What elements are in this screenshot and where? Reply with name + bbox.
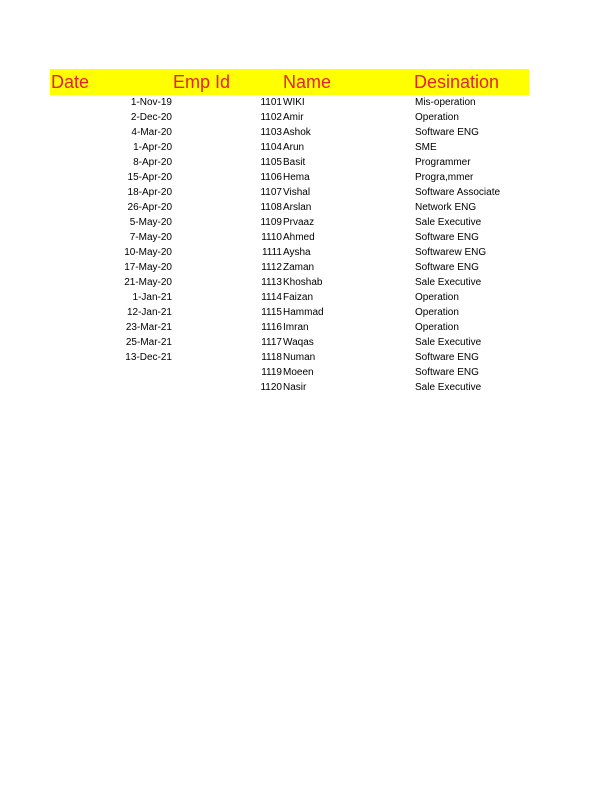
name-cell: Prvaaz <box>283 217 315 228</box>
name-cell: Faizan <box>283 292 314 303</box>
table-row <box>50 140 529 155</box>
date-cell: 10-May-20 <box>124 247 172 258</box>
name-cell: Ahmed <box>283 232 315 243</box>
table-row <box>50 110 529 125</box>
table-row <box>50 275 529 290</box>
name-cell: Waqas <box>283 337 314 348</box>
date-cell: 8-Apr-20 <box>133 157 172 168</box>
date-cell: 13-Dec-21 <box>125 352 172 363</box>
table-row <box>50 290 529 305</box>
table-row <box>50 320 529 335</box>
emp-id-cell: 1107 <box>260 187 282 198</box>
date-cell: 1-Nov-19 <box>130 97 172 108</box>
designation-cell: Sale Executive <box>415 337 482 348</box>
emp-id-cell: 1109 <box>260 217 282 228</box>
name-cell: Numan <box>283 352 316 363</box>
header-name: Name <box>283 72 332 92</box>
emp-id-cell: 1106 <box>260 172 282 183</box>
emp-id-cell: 1116 <box>261 322 282 333</box>
header-emp-id: Emp Id <box>173 72 231 92</box>
designation-cell: Network ENG <box>415 202 477 213</box>
table-row <box>50 200 529 215</box>
name-cell: Aysha <box>283 247 311 258</box>
designation-cell: Softwarew ENG <box>415 247 487 258</box>
table-row <box>50 350 529 365</box>
date-cell: 15-Apr-20 <box>127 172 172 183</box>
table-row <box>50 215 529 230</box>
date-cell: 5-May-20 <box>129 217 172 228</box>
table-row <box>50 170 529 185</box>
table-row <box>50 230 529 245</box>
designation-cell: Software ENG <box>415 352 479 363</box>
name-cell: WIKI <box>283 97 305 108</box>
table-row <box>50 155 529 170</box>
designation-cell: Programmer <box>415 157 471 168</box>
table-row <box>50 380 529 395</box>
table-row <box>50 245 529 260</box>
date-cell: 25-Mar-21 <box>125 337 172 348</box>
designation-cell: SME <box>415 142 437 153</box>
date-cell: 2-Dec-20 <box>130 112 172 123</box>
emp-id-cell: 1117 <box>261 337 282 348</box>
date-cell: 23-Mar-21 <box>125 322 172 333</box>
emp-id-cell: 1105 <box>260 157 282 168</box>
header-date: Date <box>51 72 90 92</box>
name-cell: Hema <box>283 172 310 183</box>
table-row <box>50 365 529 380</box>
emp-id-cell: 1120 <box>260 382 282 393</box>
table-row <box>50 125 529 140</box>
designation-cell: Software Associate <box>415 187 501 198</box>
name-cell: Hammad <box>283 307 324 318</box>
header-row <box>50 69 529 95</box>
date-cell: 26-Apr-20 <box>127 202 172 213</box>
name-cell: Vishal <box>283 187 311 198</box>
designation-cell: Operation <box>415 307 459 318</box>
designation-cell: Software ENG <box>415 232 479 243</box>
designation-cell: Sale Executive <box>415 217 482 228</box>
date-cell: 1-Apr-20 <box>133 142 172 153</box>
emp-id-cell: 1108 <box>260 202 282 213</box>
emp-id-cell: 1113 <box>261 277 282 288</box>
designation-cell: Software ENG <box>415 262 479 273</box>
emp-id-cell: 1118 <box>261 352 282 363</box>
name-cell: Imran <box>283 322 309 333</box>
spreadsheet <box>50 69 529 395</box>
table-row <box>50 260 529 275</box>
date-cell: 1-Jan-21 <box>132 292 172 303</box>
name-cell: Arun <box>283 142 305 153</box>
date-cell: 17-May-20 <box>124 262 172 273</box>
header-designation: Desination <box>414 72 500 92</box>
date-cell: 4-Mar-20 <box>131 127 172 138</box>
designation-cell: Operation <box>415 292 459 303</box>
emp-id-cell: 1111 <box>261 247 282 258</box>
name-cell: Ashok <box>283 127 311 138</box>
designation-cell: Software ENG <box>415 127 479 138</box>
designation-cell: Sale Executive <box>415 382 482 393</box>
designation-cell: Progra,mmer <box>415 172 474 183</box>
name-cell: Moeen <box>283 367 314 378</box>
table-row <box>50 335 529 350</box>
table-row <box>50 185 529 200</box>
emp-id-cell: 1110 <box>261 232 282 243</box>
emp-id-cell: 1119 <box>261 367 282 378</box>
table-row <box>50 95 529 110</box>
emp-id-cell: 1112 <box>261 262 282 273</box>
designation-cell: Software ENG <box>415 367 479 378</box>
table-row <box>50 305 529 320</box>
emp-id-cell: 1104 <box>260 142 282 153</box>
emp-id-cell: 1103 <box>260 127 282 138</box>
date-cell: 7-May-20 <box>129 232 172 243</box>
designation-cell: Operation <box>415 112 459 123</box>
emp-id-cell: 1115 <box>261 307 282 318</box>
table-body <box>50 95 529 395</box>
date-cell: 12-Jan-21 <box>126 307 172 318</box>
date-cell: 21-May-20 <box>124 277 172 288</box>
date-cell: 18-Apr-20 <box>127 187 172 198</box>
emp-id-cell: 1101 <box>260 97 282 108</box>
designation-cell: Sale Executive <box>415 277 482 288</box>
name-cell: Arslan <box>283 202 312 213</box>
name-cell: Khoshab <box>283 277 323 288</box>
emp-id-cell: 1114 <box>261 292 282 303</box>
designation-cell: Operation <box>415 322 459 333</box>
name-cell: Zaman <box>283 262 315 273</box>
emp-id-cell: 1102 <box>260 112 282 123</box>
name-cell: Amir <box>283 112 304 123</box>
name-cell: Basit <box>283 157 306 168</box>
name-cell: Nasir <box>283 382 307 393</box>
designation-cell: Mis-operation <box>415 97 476 108</box>
